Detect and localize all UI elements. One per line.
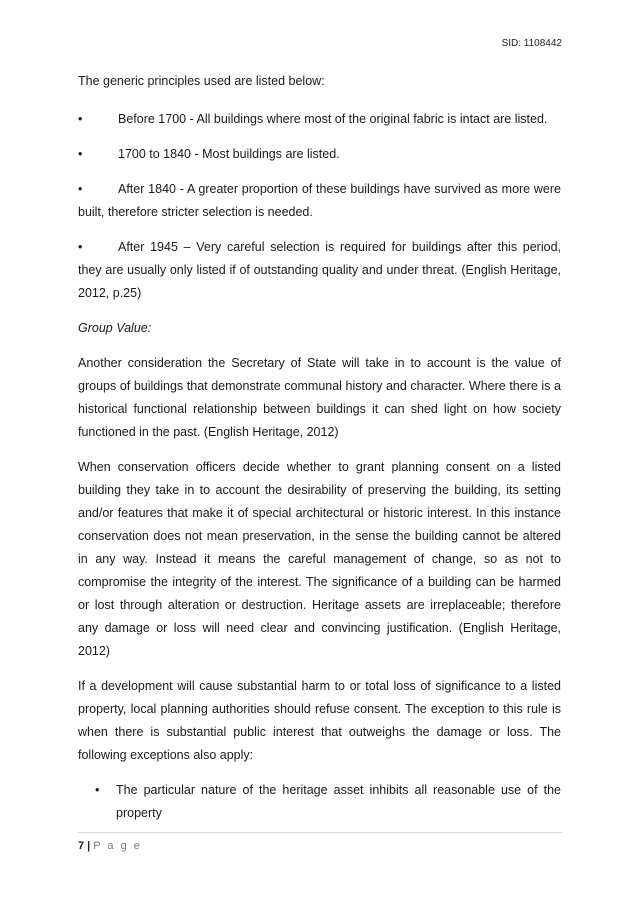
bullet-icon: • [78,240,83,254]
principle-1700-1840 [78,143,561,166]
group-value-paragraph: Another consideration the Secretary of State will take in to account is the value of groups of buildings that demonstrate communal history and character. Where there is a historical functional relationship between buildings it can shed light on how society functioned in the past. (English Heritage, 2012) [78,356,561,439]
student-id: SID: 1108442 [501,38,562,49]
bullet-icon: • [78,112,83,126]
principle-after-1945 [78,236,561,305]
development-paragraph: If a development will cause substantial harm to or total loss of significance to a listed property, local planning authorities should refuse consent. The exception to this rule is when there is substantial public interest that outweighs the damage or loss. The following exceptions also apply: [78,679,561,762]
exceptions-list [78,779,561,825]
group-value-heading: Group Value: [78,321,152,335]
principle-text: After 1840 - A greater proportion of these buildings have survived as more were built, therefore stricter selection is needed. [78,182,561,219]
principle-after-1840 [78,178,561,224]
conservation-paragraph: When conservation officers decide whether to grant planning consent on a listed building they take in to account the desirability of preserving the building, its setting and/or features that make it of special architectural or historic interest. In this instance conservation does not mean preservation, in the sense the building cannot be altered in any way. Instead it means the careful management of change, so as not to compromise the integrity of the interest. The significance of a building can be harmed or lost through alteration or destruction. Heritage assets are irreplaceable; therefore any damage or loss will need clear and convincing justification. (English Heritage, 2012) [78,460,561,658]
list-item [78,779,561,825]
principle-before-1700 [78,108,561,131]
page-label: P a g e [93,840,142,852]
page-number: 7 [78,840,85,852]
principles-intro: The generic principles used are listed below: [78,74,325,88]
footer-separator: | [87,840,91,852]
principle-text: 1700 to 1840 - Most buildings are listed. [118,147,340,161]
footer-divider [78,832,562,833]
bullet-icon: • [78,182,83,196]
bullet-icon: • [95,783,100,797]
principle-text: After 1945 – Very careful selection is required for buildings after this period, they are usually only listed if of outstanding quality and under threat. (English Heritage, 2012, p.25) [78,240,561,300]
document-body [78,70,561,825]
bullet-icon: • [78,147,83,161]
page-footer [78,838,142,854]
exception-text: The particular nature of the heritage asset inhibits all reasonable use of the property [116,783,561,820]
principle-text: Before 1700 - All buildings where most of the original fabric is intact are listed. [118,112,548,126]
